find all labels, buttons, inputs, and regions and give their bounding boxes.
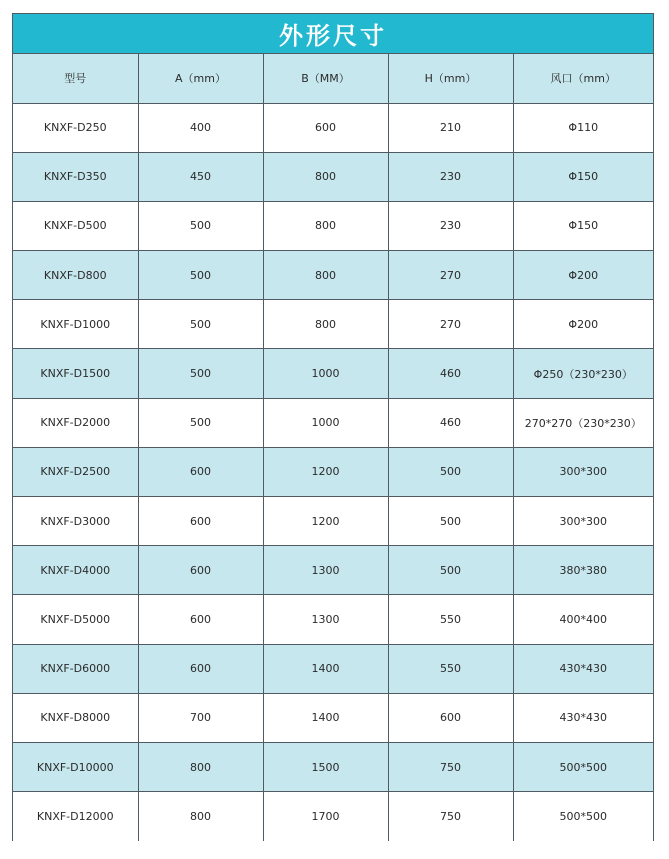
cell-model: KNXF-D6000	[13, 644, 138, 693]
header-model: 型号	[13, 54, 138, 103]
table-row	[13, 644, 653, 693]
cell-h: 460	[388, 398, 513, 447]
cell-vent: 430*430	[513, 644, 653, 693]
cell-model: KNXF-D3000	[13, 497, 138, 546]
cell-a: 400	[138, 103, 263, 152]
cell-vent: Φ150	[513, 201, 653, 250]
cell-vent: 300*300	[513, 497, 653, 546]
cell-vent: Φ110	[513, 103, 653, 152]
cell-a: 500	[138, 300, 263, 349]
cell-h: 550	[388, 644, 513, 693]
cell-a: 800	[138, 792, 263, 841]
cell-a: 600	[138, 447, 263, 496]
cell-h: 500	[388, 546, 513, 595]
cell-b: 800	[263, 300, 388, 349]
table-row	[13, 398, 653, 447]
cell-vent: 380*380	[513, 546, 653, 595]
cell-h: 600	[388, 693, 513, 742]
table-row	[13, 103, 653, 152]
cell-a: 500	[138, 251, 263, 300]
header-b: B（MM）	[263, 54, 388, 103]
cell-a: 600	[138, 546, 263, 595]
cell-h: 500	[388, 497, 513, 546]
table-row	[13, 300, 653, 349]
cell-a: 600	[138, 497, 263, 546]
cell-b: 1000	[263, 349, 388, 398]
header-h: H（mm）	[388, 54, 513, 103]
header-row	[13, 54, 653, 103]
cell-h: 460	[388, 349, 513, 398]
cell-model: KNXF-D350	[13, 152, 138, 201]
table-row	[13, 447, 653, 496]
header-a: A（mm）	[138, 54, 263, 103]
table-row	[13, 546, 653, 595]
cell-model: KNXF-D4000	[13, 546, 138, 595]
cell-b: 1300	[263, 595, 388, 644]
cell-model: KNXF-D5000	[13, 595, 138, 644]
cell-model: KNXF-D10000	[13, 742, 138, 791]
table-row	[13, 792, 653, 841]
cell-a: 600	[138, 595, 263, 644]
cell-a: 500	[138, 201, 263, 250]
cell-h: 270	[388, 251, 513, 300]
cell-a: 800	[138, 742, 263, 791]
cell-h: 500	[388, 447, 513, 496]
cell-model: KNXF-D8000	[13, 693, 138, 742]
table-row	[13, 201, 653, 250]
cell-b: 600	[263, 103, 388, 152]
dimensions-table-frame	[12, 13, 654, 841]
cell-h: 230	[388, 152, 513, 201]
dimensions-table	[13, 54, 653, 841]
cell-b: 1000	[263, 398, 388, 447]
cell-vent: Φ200	[513, 251, 653, 300]
cell-model: KNXF-D500	[13, 201, 138, 250]
cell-a: 450	[138, 152, 263, 201]
table-body	[13, 103, 653, 841]
cell-b: 1200	[263, 447, 388, 496]
cell-b: 1400	[263, 644, 388, 693]
cell-b: 800	[263, 201, 388, 250]
cell-vent: Φ200	[513, 300, 653, 349]
cell-a: 600	[138, 644, 263, 693]
cell-h: 270	[388, 300, 513, 349]
table-row	[13, 349, 653, 398]
cell-h: 750	[388, 742, 513, 791]
cell-model: KNXF-D1500	[13, 349, 138, 398]
cell-h: 750	[388, 792, 513, 841]
cell-b: 1300	[263, 546, 388, 595]
table-row	[13, 742, 653, 791]
table-row	[13, 251, 653, 300]
cell-b: 800	[263, 152, 388, 201]
cell-vent: 500*500	[513, 792, 653, 841]
table-title: 外形尺寸	[279, 22, 387, 50]
cell-model: KNXF-D250	[13, 103, 138, 152]
table-row	[13, 497, 653, 546]
cell-h: 550	[388, 595, 513, 644]
cell-vent: 430*430	[513, 693, 653, 742]
cell-b: 1200	[263, 497, 388, 546]
cell-vent: 270*270（230*230）	[513, 398, 653, 447]
cell-model: KNXF-D12000	[13, 792, 138, 841]
cell-h: 210	[388, 103, 513, 152]
cell-vent: Φ250（230*230）	[513, 349, 653, 398]
cell-vent: 400*400	[513, 595, 653, 644]
cell-model: KNXF-D2000	[13, 398, 138, 447]
table-row	[13, 595, 653, 644]
cell-vent: 300*300	[513, 447, 653, 496]
cell-b: 1400	[263, 693, 388, 742]
cell-a: 500	[138, 398, 263, 447]
cell-b: 1700	[263, 792, 388, 841]
cell-b: 1500	[263, 742, 388, 791]
cell-vent: Φ150	[513, 152, 653, 201]
title-bar	[13, 14, 653, 54]
header-vent: 风口（mm）	[513, 54, 653, 103]
cell-model: KNXF-D2500	[13, 447, 138, 496]
cell-b: 800	[263, 251, 388, 300]
table-row	[13, 693, 653, 742]
cell-h: 230	[388, 201, 513, 250]
cell-a: 700	[138, 693, 263, 742]
cell-model: KNXF-D1000	[13, 300, 138, 349]
cell-vent: 500*500	[513, 742, 653, 791]
table-row	[13, 152, 653, 201]
cell-model: KNXF-D800	[13, 251, 138, 300]
cell-a: 500	[138, 349, 263, 398]
